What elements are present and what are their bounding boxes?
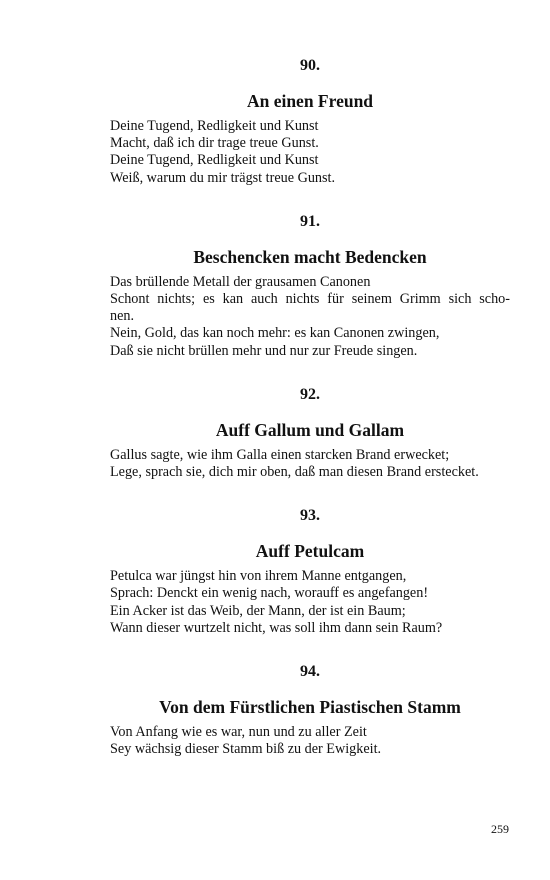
poem-number: 93.: [300, 507, 320, 525]
poem-number: 94.: [300, 663, 320, 681]
verse-line: Wann dieser wurtzelt nicht, was soll ihm dann sein Raum?: [110, 619, 443, 636]
poem-number: 91.: [300, 212, 320, 230]
poem-90: [110, 56, 510, 187]
poem-title: An einen Freund: [246, 91, 374, 111]
verse-line: Schont nichts; es kan auch nichts für seinem Grimm sich scho-: [110, 291, 510, 308]
verse-line: Von Anfang wie es war, nun und zu aller Zeit: [110, 724, 367, 741]
poem-92: [110, 385, 510, 481]
verse-line: Sey wächsig dieser Stamm biß zu der Ewigkeit.: [110, 741, 382, 758]
verse-line: Deine Tugend, Redligkeit und Kunst: [110, 118, 319, 134]
poem-number: 92.: [300, 385, 320, 403]
verse-line: Daß sie nicht brüllen mehr und nur zur Freude singen.: [110, 342, 418, 359]
poem-title: Von dem Fürstlichen Piastischen Stamm: [159, 697, 461, 718]
page-number: 259: [491, 822, 509, 836]
poem-lines: [110, 447, 510, 481]
verse-line: Nein, Gold, das kan noch mehr: es kan Canonen zwingen,: [110, 325, 440, 342]
verse-line: Deine Tugend, Redligkeit und Kunst: [110, 152, 319, 169]
poem-91: [110, 212, 510, 360]
poem-lines: [110, 724, 510, 758]
verse-line: Macht, daß ich dir trage treue Gunst.: [110, 135, 319, 152]
poem-lines: [110, 118, 510, 187]
page-body: [110, 56, 510, 758]
poem-lines: [110, 274, 510, 360]
verse-line: Sprach: Denckt ein wenig nach, worauff es angefangen!: [110, 585, 429, 602]
poem-lines: [110, 568, 510, 637]
poem-93: [110, 506, 510, 637]
verse-line: Gallus sagte, wie ihm Galla einen starcken Brand erwecket;: [110, 446, 450, 463]
verse-line: Lege, sprach sie, dich mir oben, daß man diesen Brand erstecket.: [110, 464, 479, 481]
verse-line: Ein Acker ist das Weib, der Mann, der ist ein Baum;: [110, 602, 406, 619]
poem-94: [110, 662, 510, 758]
poem-title: Auff Petulcam: [255, 541, 365, 562]
verse-line: Das brüllende Metall der grausamen Canonen: [110, 273, 371, 290]
verse-line: nen.: [110, 308, 135, 325]
poem-number: 90.: [300, 57, 320, 74]
verse-line: Weiß, warum du mir trägst treue Gunst.: [110, 169, 336, 186]
verse-line: Petulca war jüngst hin von ihrem Manne entgangen,: [110, 568, 407, 585]
poem-title: Beschencken macht Bedencken: [193, 246, 427, 267]
poem-title: Auff Gallum und Gallam: [215, 419, 405, 440]
